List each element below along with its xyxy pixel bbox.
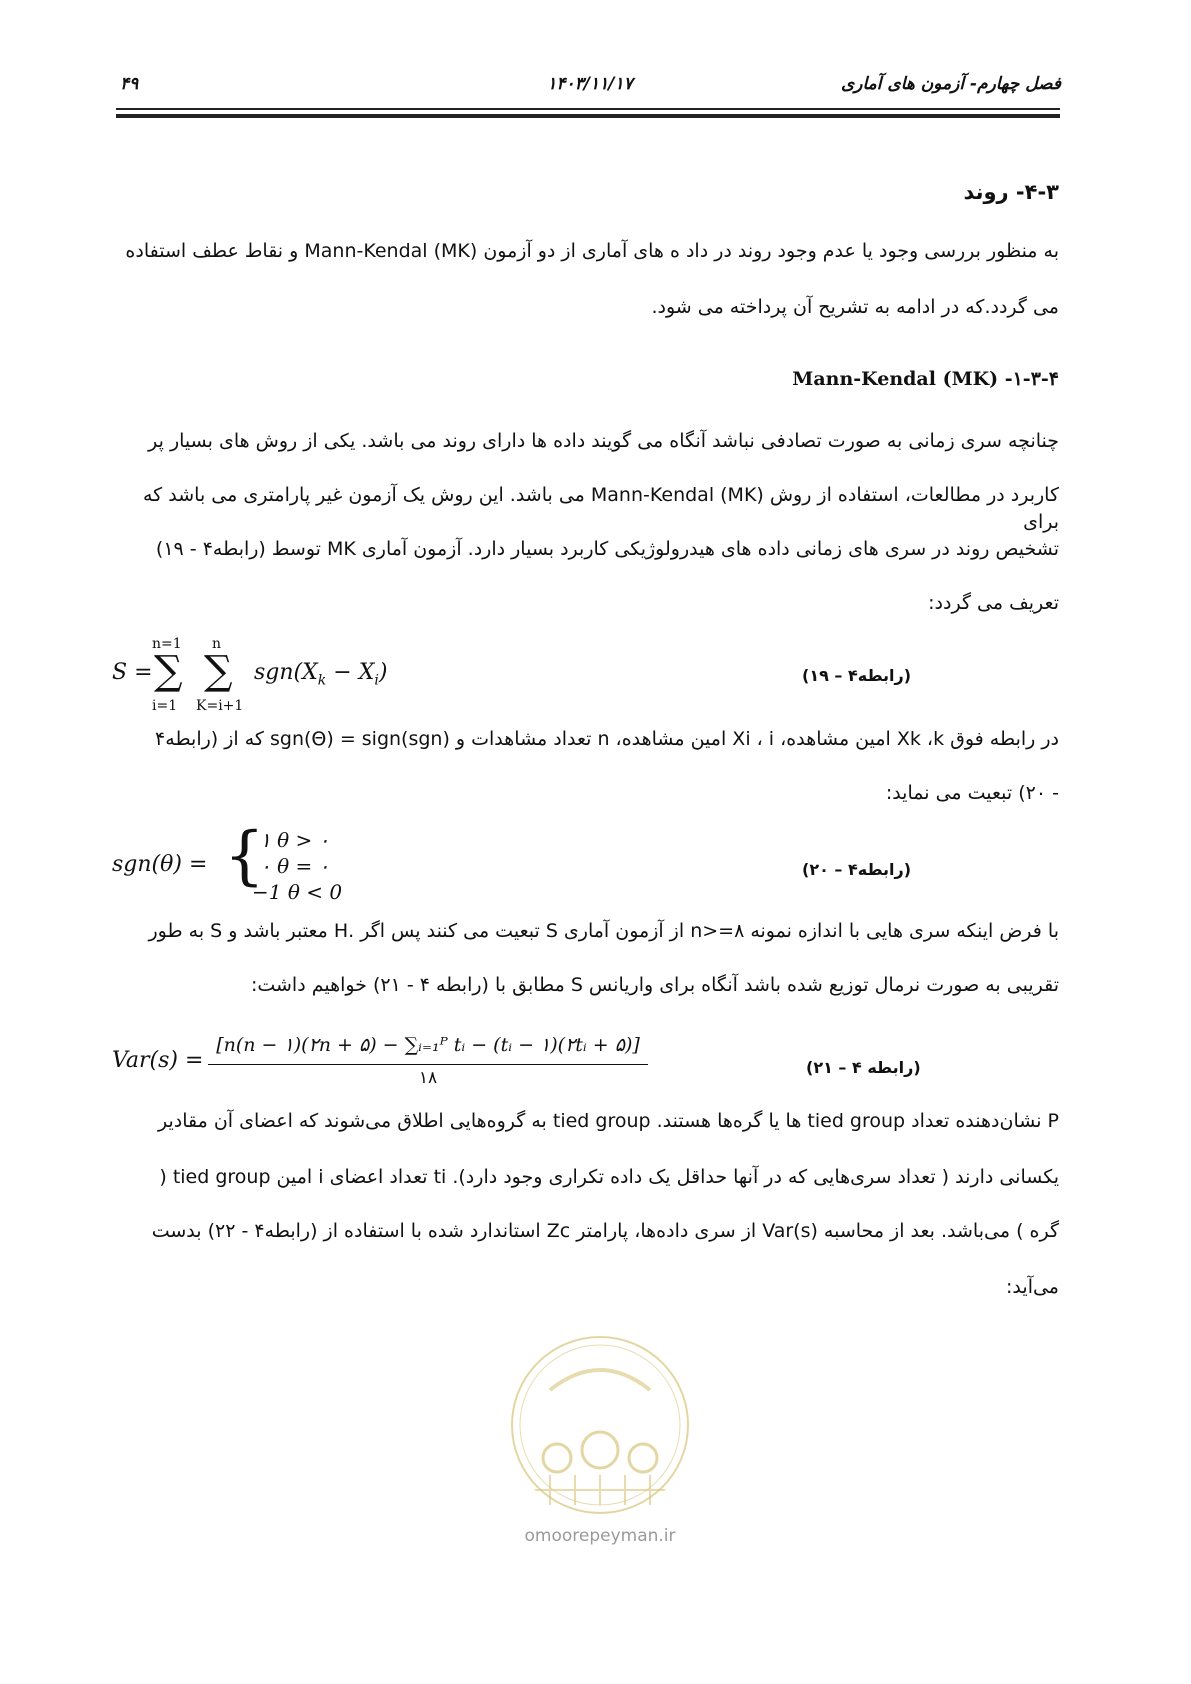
fraction-bar xyxy=(208,1064,648,1065)
eq21-numerator: [n(n − ۱)(۲n + ۵) − ∑ᵢ₌₁ᴾ tᵢ − (tᵢ − ۱)(۲tᵢ + ۵)] xyxy=(216,1034,640,1056)
page-number: ۴۹ xyxy=(120,74,139,94)
sum-icon: ∑ xyxy=(204,648,233,694)
paragraph-line: به منظور بررسی وجود یا عدم وجود روند در داد ه های آماری از دو آزمون Mann-Kendal (MK) و نقاط عطف استفاده xyxy=(125,240,1059,262)
watermark-logo xyxy=(495,1330,705,1550)
eq19-lhs: S = xyxy=(112,660,153,685)
paragraph-line: با فرض اینکه سری هایی با اندازه نمونه n>=۸ از آزمون آماری S تبعیت می کنند پس اگر .H معتبر باشد و S به طور xyxy=(148,920,1059,942)
eq19-sum2-bottom: K=i+1 xyxy=(196,698,244,714)
eq19-body: $sgn(X_k - X_i)$ xyxy=(254,660,388,689)
eq21-lhs: Var(s) = xyxy=(112,1048,204,1073)
subsection-title: Mann-Kendal (MK) -۱-۳-۴ xyxy=(792,368,1059,390)
paragraph-line: تشخیص روند در سری های زمانی داده های هیدرولوژیکی کاربرد بسیار دارد. آزمون آماری MK توسط (رابطه۴ - ۱۹) xyxy=(155,538,1059,560)
eq19-label: (رابطه۴ – ۱۹) xyxy=(802,666,912,685)
eq20-case2: ۰ θ = ۰ xyxy=(260,854,330,878)
paragraph-line: P نشان‌دهنده تعداد tied group ها یا گره‌ها هستند. tied group به گروه‌هایی اطلاق می‌شوند که اعضای آن مقادیر xyxy=(157,1110,1059,1132)
paragraph-line: - ۲۰) تبعیت می نماید: xyxy=(885,782,1059,804)
paragraph-line: یکسانی دارند ( تعداد سری‌هایی که در آنها حداقل یک داده تکراری وجود دارد). ti تعداد اعضای i امین tied group ( xyxy=(159,1166,1059,1188)
section-title: ۴-۳- روند xyxy=(963,180,1059,204)
header-rule-thin xyxy=(116,108,1060,110)
eq20-label: (رابطه۴ – ۲۰) xyxy=(802,860,912,879)
paragraph-line: در رابطه فوق Xk ،k امین مشاهده، Xi ، i امین مشاهده، n تعداد مشاهدات و sgn(Θ) = sign(sgn) که از (رابطه۴ xyxy=(155,728,1059,750)
paragraph-line: تعریف می گردد: xyxy=(928,592,1059,614)
brace-icon: { xyxy=(224,819,265,893)
eq19-sum2-top: n xyxy=(212,636,222,652)
eq21-label: (رابطه ۴ – ۲۱) xyxy=(806,1058,921,1077)
paragraph-line: می گردد.که در ادامه به تشریح آن پرداخته می شود. xyxy=(651,296,1059,318)
eq20-lhs: sgn(θ) = xyxy=(112,852,208,877)
chapter-title: فصل چهارم- آزمون های آماری xyxy=(840,74,1061,94)
eq20-case3: −1 θ < 0 xyxy=(252,880,343,904)
paragraph-line: می‌آید: xyxy=(1006,1276,1059,1298)
watermark-seal-icon xyxy=(495,1330,705,1520)
paragraph-line: کاربرد در مطالعات، استفاده از روش Mann-Kendal (MK) می باشد. این روش یک آزمون غیر پارامتری می باشد که برای xyxy=(142,484,1059,533)
eq19-sum1-bottom: i=1 xyxy=(152,698,178,714)
eq19-sum1-top: n=1 xyxy=(152,636,182,652)
equation-20 xyxy=(112,819,412,908)
equation-21 xyxy=(112,1034,672,1096)
sum-icon: ∑ xyxy=(154,648,183,694)
eq21-denominator: ۱۸ xyxy=(418,1068,438,1088)
header-date: ۱۴۰۳/۱۱/۱۷ xyxy=(547,74,633,94)
paragraph-line: چنانچه سری زمانی به صورت تصادفی نباشد آنگاه می گویند داده ها دارای روند می باشد. یکی از روش های بسیار پر xyxy=(148,430,1059,452)
eq20-case1: ۱ θ > ۰ xyxy=(260,828,330,852)
header-rule-thick xyxy=(116,114,1060,118)
watermark-url: omoorepeyman.ir xyxy=(524,1526,676,1546)
equation-19 xyxy=(112,636,472,716)
paragraph-line: تقریبی به صورت نرمال توزیع شده باشد آنگاه برای واریانس S مطابق با (رابطه ۴ - ۲۱) خواهیم داشت: xyxy=(250,974,1059,996)
paragraph-line: گره ) می‌باشد. بعد از محاسبه Var(s) از سری داده‌ها، پارامتر Zc استاندارد شده با استفاده از (رابطه۴ - ۲۲) بدست xyxy=(151,1220,1059,1242)
